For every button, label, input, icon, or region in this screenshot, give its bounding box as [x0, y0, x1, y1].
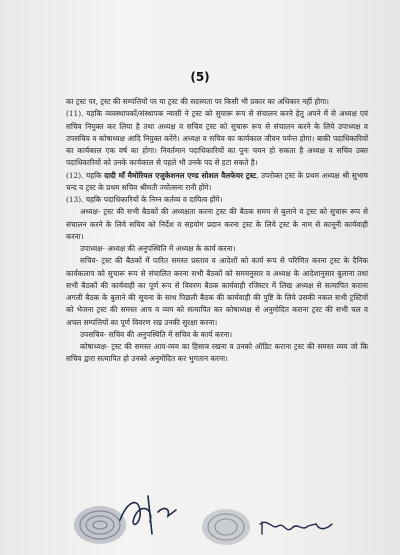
document-body: [66, 96, 368, 366]
paragraph-secretary: सचिव- ट्रस्ट की बैठकों में पारित समस्त प्रस्ताव व आदेशों को कार्य रूप से परिणित करना ट्रस्ट के दैनिक कार्यकलाप को सुचारू रूप से संचालित करना सभी बैठकों को समयनुसार व अध्यक्ष के आदेशानुसार बुलाना तथा सभी बैठकों की कार्यवाही का पूर्ण रूप से विवरण बैठक कार्यवाही रजिस्टर में लिख अध्यक्ष से सत्यापित कराना अगली बैठक के बुलाने की सूचना के साथ पिछली बैठक की कार्यवाही की पुष्टि के लिये उसकी नकल सभी ट्रस्टियों को भेजना ट्रस्ट की समस्त आय व व्यय को सत्यापित कर कोषाध्यक्ष से अनुमोदित कराना ट्रस्ट की सभी चल व अचल सम्पत्तियों का पूर्ण विवरण रख उनकी सुरक्षा करना।: [66, 256, 368, 327]
paragraph-clause-13: (13). यहकि पदाधिकारियों के निम्न कर्तव्य व दायित्व होंगे।: [66, 195, 223, 204]
paragraph-vice-president: उपाध्यक्ष- अध्यक्ष की अनुपस्थिति में अध्यक्ष के कार्य करना।: [80, 244, 236, 253]
trust-name: दादी माँ मैमोरियल एजुकेशनल एण्ड सोशल वैलफेयर ट्रस्ट: [104, 170, 257, 180]
paragraph-1: का ट्रस्ट पर, ट्रस्ट की सम्पत्तियों पर या ट्रस्ट की सदस्यता पर किसी भी प्रकार का अधिकार नहीं होगा।: [66, 97, 329, 106]
paragraph-treasurer: कोषाध्यक्ष- ट्रस्ट की समस्त आय-व्यय का हिसाब रखना व उनको ऑडिट कराना ट्रस्ट की समस्त व्यय जो कि सचिव द्वारा सत्यापित हो उनको अनुमोदित कर भुगतान करना।: [66, 342, 368, 364]
paragraph-joint-secretary: उपसचिव- सचिव की अनुपस्थिति में सचिव के कार्य करना।: [80, 329, 233, 339]
page-number: (5): [190, 70, 210, 84]
paragraph-clause-12: (12). यहकि दादी माँ मैमोरियल एजुकेशनल एण्ड सोशल वैलफेयर ट्रस्ट, उपरोक्त ट्रस्ट के प्रथम अध्यक्ष श्री सुभाष चन्द व ट्रस्ट के प्रथम सचिव श्रीमती ज्योत्सना रानी होंगे।: [66, 170, 368, 192]
signature-right-icon: [258, 512, 338, 546]
paragraph-president: अध्यक्ष- ट्रस्ट की सभी बैठकों की अध्यक्षता करना ट्रस्ट की बैठक समय से बुलाने व ट्रस्ट को सुचारू रूप से संचालन करने के लिये सचिव को निर्देश व सहयोग प्रदान करना ट्रस्ट के लिये ट्रस्ट के नाम से कानूनी कार्यवाही करना।: [66, 207, 368, 241]
signature-left-icon: [114, 490, 194, 542]
paragraph-clause-11: (11). यहकि व्यवस्थापकों/संस्थापक न्यासी ने ट्रस्ट को सुचारू रूप से संचालन करने हेतु अपने में से अध्यक्ष एवं सचिव नियुक्त कर लिया है तथा अध्यक्ष व सचिव ट्रस्ट को सुचारू रूप से संचालन करने के लिये उपाध्यक्ष व उपसचिव व कोषाध्यक्ष आदि नियुक्त करेंगे। अध्यक्ष व सचिव का कार्यकाल जीवन पर्यन्त होगा। बाकी पदाधिकारियों का कार्यकाल एक वर्ष का होगा। निवर्तमान पदाधिकारियों का पुनः चयन हो सकता है अध्यक्ष व सचिव उक्त पदाधिकारियों को उनके कार्यकाल से पहले भी उनके पद से हटा सकते है।: [66, 109, 368, 168]
right-thumbprint-icon: [200, 506, 252, 548]
